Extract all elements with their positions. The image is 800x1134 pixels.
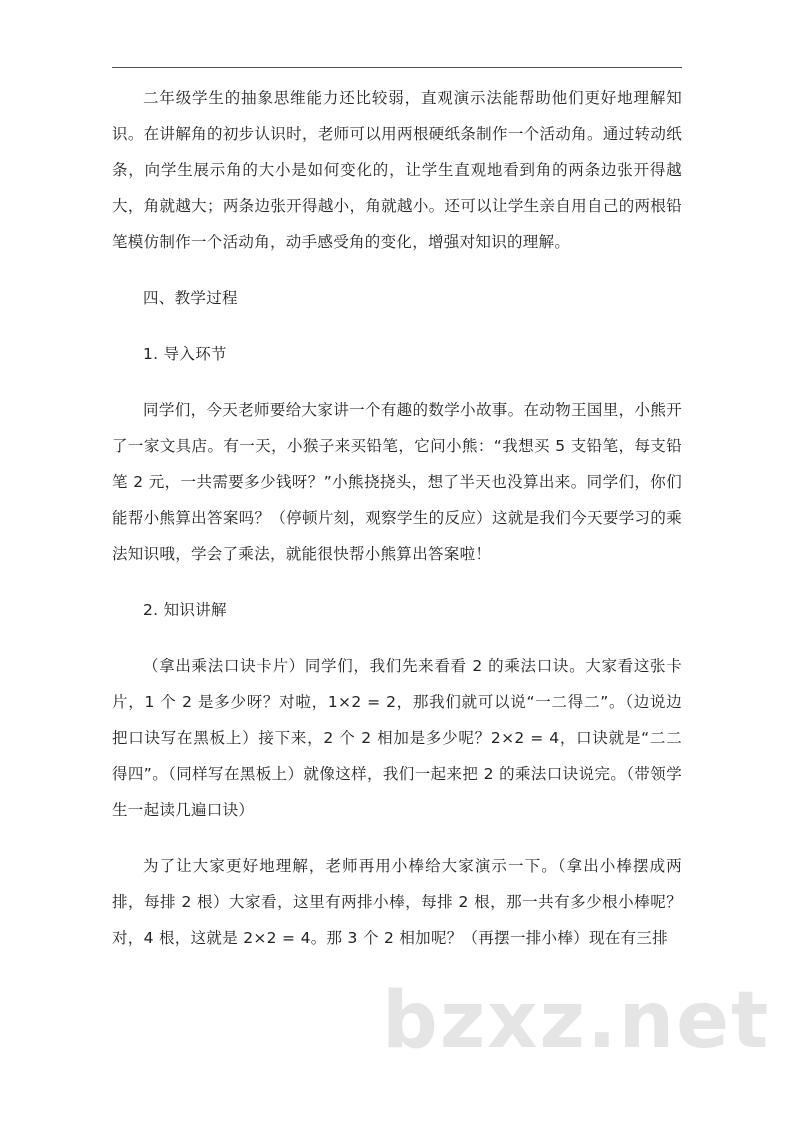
subheading-introduction: 1. 导入环节	[143, 345, 227, 363]
paragraph-visual-demo: 二年级学生的抽象思维能力还比较弱，直观演示法能帮助他们更好地理解知识。在讲解角的初步认识时，老师可以用两根硬纸条制作一个活动角。通过转动纸条，向学生展示角的大小是如何变化的，让学生直观地看到角的两条边张开得越大，角就越大；两条边张开得越小，角就越小。还可以让学生亲自用自己的两根铅笔模仿制作一个活动角，动手感受角的变化，增强对知识的理解。	[112, 89, 682, 251]
paragraph-multiplication-table: （拿出乘法口诀卡片）同学们，我们先来看看 2 的乘法口诀。大家看这张卡片，1 个 2 是多少呀？对啦，1×2 = 2，那我们就可以说“一二得二”。（边说边把口诀写在黑板上）接下来，2 个 2 相加是多少呢？2×2 = 4，口诀就是“二二得四”。（同样写在黑板上）就像这样，我们一起来把 2 的乘法口诀说完。（带领学生一起读几遍口诀）	[112, 657, 682, 819]
watermark-logo: bzxz.net	[382, 976, 771, 1066]
paragraph-story: 同学们，今天老师要给大家讲一个有趣的数学小故事。在动物王国里，小熊开了一家文具店。有一天，小猴子来买铅笔，它问小熊：“我想买 5 支铅笔，每支铅笔 2 元，一共需要多少钱呀？”小熊挠挠头，想了半天也没算出来。同学们，你们能帮小熊算出答案吗？（停顿片刻，观察学生的反应）这就是我们今天要学习的乘法知识哦，学会了乘法，就能很快帮小熊算出答案啦！	[112, 401, 682, 563]
section-heading-teaching-process: 四、教学过程	[143, 289, 238, 307]
paragraph-sticks-demo: 为了让大家更好地理解，老师再用小棒给大家演示一下。（拿出小棒摆成两排，每排 2 根）大家看，这里有两排小棒，每排 2 根，那一共有多少根小棒呢？对，4 根，这就是 2×2 = 4。那 3 个 2 相加呢？（再摆一排小棒）现在有三排	[112, 857, 682, 947]
subheading-knowledge-explanation: 2. 知识讲解	[143, 601, 227, 619]
document-body	[112, 80, 682, 956]
header-rule	[112, 67, 682, 68]
